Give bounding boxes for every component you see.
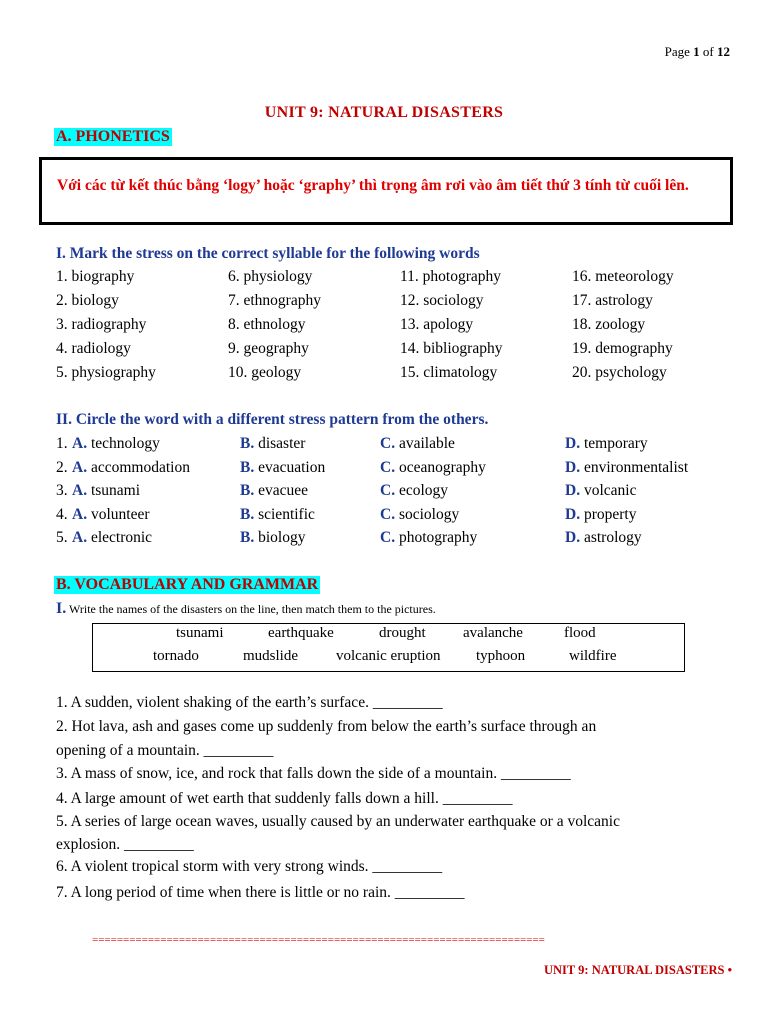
word-bank-item: drought [379,625,426,641]
word-bank-item: mudslide [243,648,298,664]
option-word: disaster [254,435,306,452]
option-word: available [395,435,455,452]
option-word: volunteer [87,506,150,523]
word-bank-item: flood [564,625,596,641]
word-bank-item: earthquake [268,625,334,641]
option-letter: D. [565,435,581,452]
stress-word-item: 13. apology [400,316,474,333]
word-bank-item: tsunami [176,625,224,641]
option-letter: B. [240,459,255,476]
stress-word-item: 10. geology [228,364,302,381]
stress-word-item: 7. ethnography [228,292,321,309]
answer-option [380,506,459,524]
word-bank-item: typhoon [476,648,526,664]
stress-rule-box [39,157,733,225]
option-letter: D. [565,529,581,546]
option-word: electronic [87,529,153,546]
definition-line: explosion. _________ [56,836,194,853]
option-word: property [580,506,637,523]
option-word: environmentalist [580,459,689,476]
stress-word-item: 5. physiography [56,364,156,381]
option-word: biology [254,529,306,546]
option-letter: A. [72,529,88,546]
stress-word-item: 2. biology [56,292,119,309]
question-number: 3. [56,482,68,499]
option-letter: B. [240,435,255,452]
stress-rule-note: Với các từ kết thúc bằng ‘logy’ hoặc ‘graphy’ thì trọng âm rơi vào âm tiết thứ 3 tính từ cuối lên. [57,177,689,194]
stress-word-item: 15. climatology [400,364,498,381]
answer-option [72,435,160,453]
option-letter: A. [72,506,88,523]
definition-line: 7. A long period of time when there is little or no rain. _________ [56,884,465,901]
option-letter: D. [565,459,581,476]
option-letter: A. [72,482,88,499]
answer-option [240,482,308,500]
option-letter: C. [380,435,396,452]
stress-word-item: 9. geography [228,340,309,357]
answer-option [240,459,325,477]
option-word: photography [395,529,478,546]
stress-word-item: 3. radiography [56,316,147,333]
answer-option [240,529,305,547]
option-letter: A. [72,435,88,452]
question-number: 4. [56,506,68,523]
definition-line: 5. A series of large ocean waves, usually caused by an underwater earthquake or a volcanic [56,813,620,830]
answer-option [72,529,152,547]
section-b-heading: B. VOCABULARY AND GRAMMAR [56,576,319,593]
definition-line: 2. Hot lava, ash and gases come up suddenly from below the earth’s surface through an [56,718,597,735]
option-letter: B. [240,506,255,523]
answer-option [380,482,448,500]
stress-word-item: 12. sociology [400,292,484,309]
option-letter: A. [72,459,88,476]
question-number: 1. [56,435,68,452]
stress-word-item: 11. photography [400,268,502,285]
unit-title: UNIT 9: NATURAL DISASTERS [264,104,504,121]
definition-line: 6. A violent tropical storm with very strong winds. _________ [56,858,443,875]
option-word: ecology [395,482,449,499]
option-word: scientific [254,506,315,523]
stress-word-item: 1. biography [56,268,135,285]
option-letter: B. [240,529,255,546]
stress-word-item: 14. bibliography [400,340,503,357]
definition-line: 4. A large amount of wet earth that suddenly falls down a hill. _________ [56,790,513,807]
stress-word-item: 6. physiology [228,268,313,285]
option-letter: B. [240,482,255,499]
option-letter: D. [565,482,581,499]
option-word: accommodation [87,459,190,476]
definition-line: opening of a mountain. _________ [56,742,274,759]
option-word: temporary [580,435,648,452]
word-bank-item: avalanche [463,625,523,641]
option-letter: D. [565,506,581,523]
exercise-b1-instruction: I. Write the names of the disasters on the line, then match them to the pictures. [56,600,436,617]
option-word: tsunami [87,482,141,499]
answer-option [380,459,486,477]
exercise-a2-title: II. Circle the word with a different stress pattern from the others. [56,411,489,428]
answer-option [565,506,636,524]
option-word: volcanic [580,482,637,499]
option-letter: C. [380,459,396,476]
answer-option [380,529,477,547]
word-bank-item: wildfire [569,648,617,664]
option-word: evacuee [254,482,308,499]
answer-option [72,506,150,524]
word-bank-item: tornado [153,648,199,664]
definition-line: 1. A sudden, violent shaking of the earth’s surface. _________ [56,694,443,711]
answer-option [565,482,636,500]
answer-option [240,506,315,524]
answer-option [565,435,648,453]
option-word: sociology [395,506,460,523]
answer-option [72,459,190,477]
answer-option [240,435,305,453]
stress-word-item: 20. psychology [572,364,667,381]
footer-unit-title: UNIT 9: NATURAL DISASTERS • [544,963,732,977]
option-letter: C. [380,482,396,499]
stress-word-item: 19. demography [572,340,673,357]
stress-word-item: 16. meteorology [572,268,674,285]
answer-option [72,482,140,500]
option-word: oceanography [395,459,486,476]
stress-word-item: 18. zoology [572,316,646,333]
option-word: technology [87,435,160,452]
answer-option [380,435,455,453]
word-bank-item: volcanic eruption [336,648,441,664]
stress-word-item: 17. astrology [572,292,653,309]
option-word: evacuation [254,459,326,476]
option-letter: C. [380,506,396,523]
question-number: 2. [56,459,68,476]
section-a-heading: A. PHONETICS [56,128,170,145]
answer-option [565,529,642,547]
definition-line: 3. A mass of snow, ice, and rock that falls down the side of a mountain. _________ [56,765,571,782]
stress-word-item: 8. ethnology [228,316,306,333]
stress-word-item: 4. radiology [56,340,131,357]
option-word: astrology [580,529,642,546]
question-number: 5. [56,529,68,546]
exercise-a1-title: I. Mark the stress on the correct syllable for the following words [56,245,480,262]
option-letter: C. [380,529,396,546]
divider-line: ========================================================================= [92,934,545,946]
page-number: Page 1 of 12 [664,44,730,59]
answer-option [565,459,688,477]
